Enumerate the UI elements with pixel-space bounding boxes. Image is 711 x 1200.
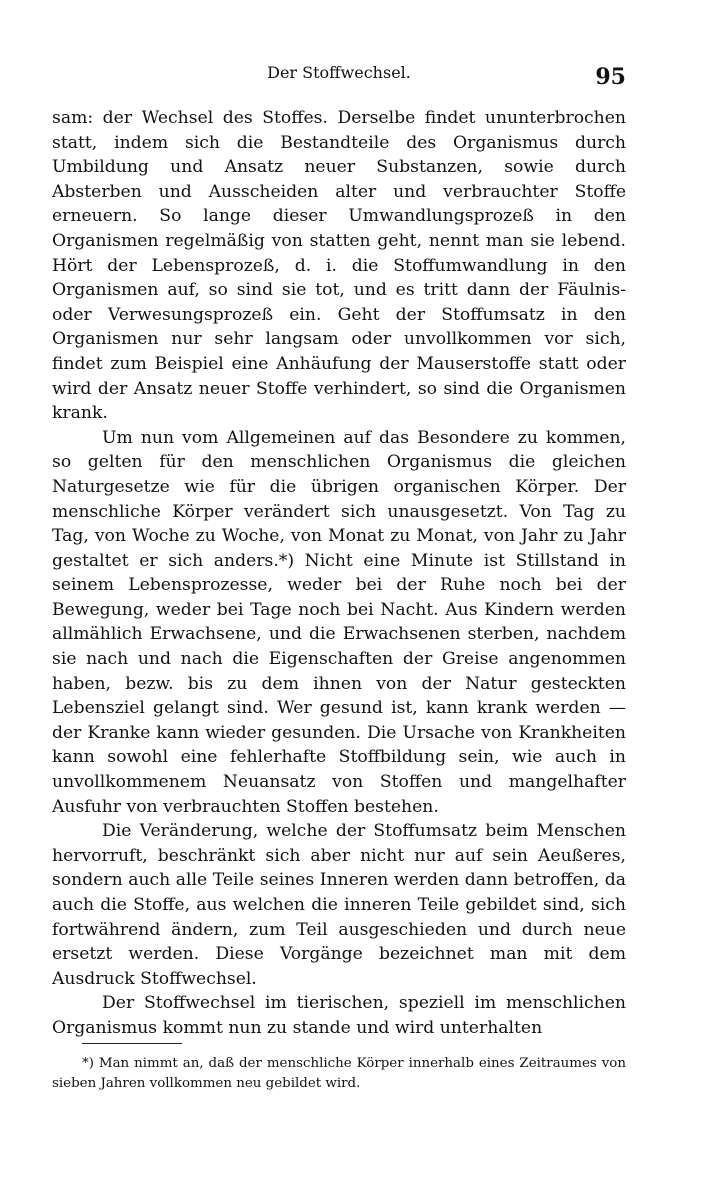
paragraph: Um nun vom Allgemeinen auf das Besondere zu kommen, so gelten für den menschlichen Organismus die gleichen Naturgesetze wie für die übrigen organischen Körper. Der menschliche Körper verändert sich unausgesetzt. Von Tag zu Tag, von Woche zu Woche, von Monat zu Monat, von Jahr zu Jahr gestaltet er sich anders.*) Nicht eine Minute ist Stillstand in seinem Lebensprozesse, weder bei der Ruhe noch bei der Bewegung, weder bei Tage noch bei Nacht. Aus Kindern werden allmählich Erwachsene, und die Erwachsenen sterben, nachdem sie nach und nach die Eigenschaften der Greise angenommen haben, bezw. bis zu dem ihnen von der Natur gesteckten Lebensziel gelangt sind. Wer gesund ist, kann krank werden — der Kranke kann wieder gesunden. Die Ursache von Krankheiten kann sowohl eine fehlerhafte Stoffbildung sein, wie auch in unvollkommenem Neuansatz von Stoffen und mangelhafter Ausfuhr von verbrauchten Stoffen bestehen. xyxy=(52,427,626,817)
paragraph-continued: sam: der Wechsel des Stoffes. Derselbe findet ununterbrochen statt, indem sich die Bestandteile des Organismus durch Umbildung und Ansatz neuer Substanzen, sowie durch Absterben und Ausscheiden alter und verbrauchter Stoffe erneuern. So lange dieser Umwandlungsprozeß in den Organismen regelmäßig von statten geht, nennt man sie lebend. Hört der Lebensprozeß, d. i. die Stoffumwandlung in den Organismen auf, so sind sie tot, und es tritt dann der Fäulnis- oder Verwesungsprozeß ein. Geht der Stoffumsatz in den Organismen nur sehr langsam oder unvollkommen vor sich, findet zum Beispiel eine Anhäufung der Mauserstoffe statt oder wird der Ansatz neuer Stoffe verhindert, so sind die Organismen krank. xyxy=(52,108,626,424)
page-header xyxy=(52,62,626,92)
paragraph: Der Stoffwechsel im tierischen, speziell im menschlichen Organismus kommt nun zu stande und wird unterhalten xyxy=(52,993,626,1038)
footnote: *) Man nimmt an, daß der menschliche Körper innerhalb eines Zeitraumes von sieben Jahren vollkommen neu gebildet wird. xyxy=(52,1056,626,1091)
page-number: 95 xyxy=(595,64,626,90)
footnote-divider xyxy=(82,1043,182,1044)
paragraph: Die Veränderung, welche der Stoffumsatz beim Menschen hervorruft, beschränkt sich aber nicht nur auf sein Aeußeres, sondern auch alle Teile seines Inneren werden dann betroffen, da auch die Stoffe, aus welchen die inneren Teile gebildet sind, sich fortwährend ändern, zum Teil ausgeschieden und durch neue ersetzt werden. Diese Vorgänge bezeichnet man mit dem Ausdruck Stoffwechsel. xyxy=(52,821,626,989)
body-text xyxy=(52,106,626,1041)
running-title: Der Stoffwechsel. xyxy=(267,63,411,82)
